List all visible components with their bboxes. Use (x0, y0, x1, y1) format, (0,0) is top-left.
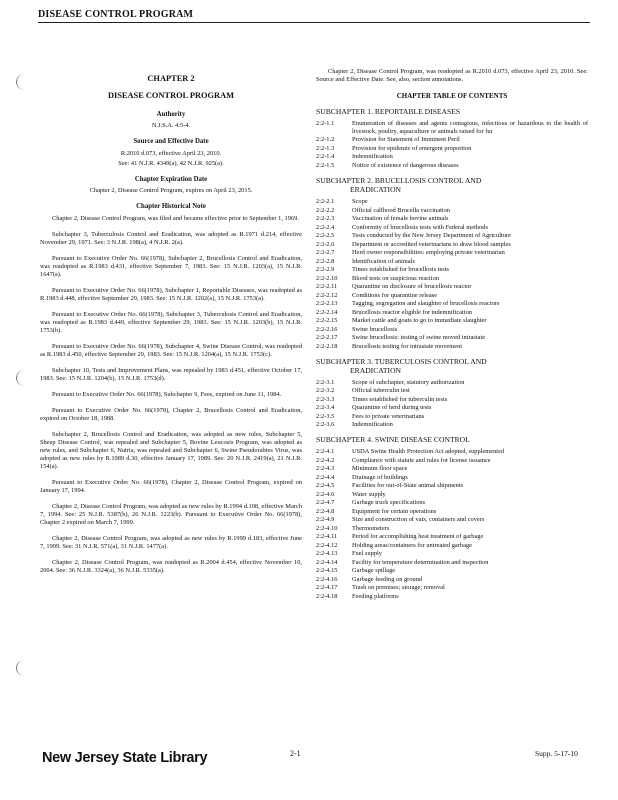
toc-entry (316, 421, 588, 429)
section-number: 2:2-2.6 (316, 240, 335, 248)
toc-entry (316, 309, 588, 317)
section-title: Quarantine of herd during tests (352, 404, 432, 412)
section-number: 2:2-4.11 (316, 533, 338, 541)
section-title: Drainage of buildings (352, 473, 408, 481)
subchapter-heading-line: SUBCHAPTER 1. REPORTABLE DISEASES (316, 106, 461, 116)
toc-entry (316, 584, 588, 592)
toc-entry (316, 387, 588, 395)
section-title: Facility for temperature determination and inspection (352, 558, 489, 566)
section-title: Provision for epidemic of emergent proportion (352, 144, 472, 152)
subchapter-heading-line: SUBCHAPTER 4. SWINE DISEASE CONTROL (316, 435, 470, 445)
chapter-title: DISEASE CONTROL PROGRAM (107, 90, 235, 100)
toc-entry (316, 120, 588, 136)
authority-heading: Authority (156, 111, 186, 118)
section-title: Brucellosis reactor eligible for indemnification (352, 308, 472, 316)
toc-entry (316, 275, 588, 283)
subchapter-heading-line: SUBCHAPTER 2. BRUCELLOSIS CONTROL AND (316, 175, 482, 185)
toc-entry (316, 258, 588, 266)
toc-entry (316, 334, 588, 342)
history-paragraph: Pursuant to Executive Order No. 66(1978), Subchapter 9, Fees, expired on June 11, 1984. (52, 390, 282, 398)
section-title: USDA Swine Health Protection Act adopted, supplemented (352, 448, 505, 456)
chapter-number: CHAPTER 2 (147, 74, 195, 83)
section-title: Indemnification (352, 421, 393, 429)
section-number: 2:2-4.6 (316, 490, 335, 498)
punch-hole-mark (16, 370, 33, 386)
toc-entry (316, 508, 588, 516)
toc-entry (316, 145, 588, 153)
section-number: 2:2-3.3 (316, 395, 335, 403)
section-number: 2:2-3.5 (316, 412, 335, 420)
left-column (40, 68, 302, 583)
toc-entry (316, 266, 588, 274)
page-number: 2-1 (290, 749, 301, 758)
toc-entry (316, 153, 588, 161)
history-paragraph: Pursuant to Executive Order No. 66(1978), Subchapter 1, Reportable Diseases, was readopted as R.1983 d.448, effective September 29, 1983. See: 15 N.J.R. 1202(a), 15 N.J.R. 1753(a). (40, 286, 302, 302)
toc-entry (316, 593, 588, 601)
toc-entry (316, 283, 588, 291)
section-number: 2:2-2.5 (316, 232, 335, 240)
section-title: Garbage truck specifications (352, 499, 426, 507)
section-number: 2:2-2.16 (316, 325, 338, 333)
section-title: Swine brucellosis: testing of swine moved intrastate (352, 334, 486, 342)
section-number: 2:2-1.2 (316, 136, 335, 144)
toc-entry (316, 491, 588, 499)
toc-entry (316, 525, 588, 533)
section-number: 2:2-3.6 (316, 421, 335, 429)
section-title: Provision for Statement of Imminent Peril (352, 136, 460, 144)
section-number: 2:2-4.4 (316, 473, 335, 481)
section-title: Enumeration of diseases and agents contagious, infectious or hazardous to the health of livestock, poultry, aquaculture or animals raised for fur (352, 119, 588, 135)
section-title: Equipment for certain operations (352, 507, 437, 515)
toc-entry (316, 326, 588, 334)
subchapter-heading-line: SUBCHAPTER 3. TUBERCULOSIS CONTROL AND (316, 356, 487, 366)
section-number: 2:2-4.10 (316, 524, 338, 532)
toc-entry (316, 474, 588, 482)
toc-entry (316, 533, 588, 541)
toc-entry (316, 413, 588, 421)
section-title: Herd owner responsibilities: employing private veterinarian (352, 249, 505, 257)
section-number: 2:2-2.10 (316, 274, 338, 282)
readoption-note: Chapter 2, Disease Control Program, was readopted as R.2010 d.073, effective April 23, 2010. See: Source and Effective Date. See, also, section annotations. (316, 68, 588, 83)
section-title: Size and construction of vats, containers and covers (352, 516, 485, 524)
table-of-contents (316, 107, 588, 601)
section-number: 2:2-4.15 (316, 567, 338, 575)
history-paragraph: Pursuant to Executive Order No. 66(1978), Subchapter 3, Tuberculosis Control and Eradication, was readopted as R.1983 d.449, effective September 29, 1983. See: 15 N.J.R. 1203(b), 15 N.J.R. 1753(b). (40, 310, 302, 334)
section-number: 2:2-2.4 (316, 223, 335, 231)
section-number: 2:2-2.15 (316, 317, 338, 325)
section-number: 2:2-2.12 (316, 291, 338, 299)
section-title: Holding areas/containers for untreated garbage (352, 541, 472, 549)
toc-entry (316, 559, 588, 567)
section-number: 2:2-4.17 (316, 584, 338, 592)
history-heading: Chapter Historical Note (136, 203, 206, 211)
history-paragraph: Chapter 2, Disease Control Program, was readopted as R.2004 d.454, effective November 10, 2004. See: 36 N.J.R. 3324(a), 36 N.J.R. 5335(a). (40, 558, 302, 574)
toc-entry (316, 292, 588, 300)
section-title: Market cattle and goats to go to immediate slaughter (352, 317, 487, 325)
history-paragraph: Pursuant to Executive Order No. 66(1978), Subchapter 2, Brucellosis Control and Eradication, was readopted as R.1983 d.431, effective September 7, 1983. See: 15 N.J.R. 1203(a), 15 N.J.R. 1647(a). (40, 254, 302, 278)
section-title: Brucellosis testing for intrastate movement (352, 342, 463, 350)
section-number: 2:2-3.2 (316, 387, 335, 395)
section-number: 2:2-4.13 (316, 550, 338, 558)
section-number: 2:2-1.5 (316, 161, 335, 169)
section-title: Minimum floor space (352, 465, 408, 473)
subchapter-heading (316, 357, 588, 375)
section-title: Conditions for quarantine release (352, 291, 438, 299)
toc-entry (316, 224, 588, 232)
section-title: Fuel supply (352, 550, 383, 558)
subchapter-heading (316, 176, 588, 194)
section-number: 2:2-4.7 (316, 499, 335, 507)
subchapter-heading (316, 107, 588, 116)
section-title: Water supply (352, 490, 386, 498)
history-paragraph: Subchapter 2, Brucellosis Control and Eradication, was adopted as new rules, Subchapter 5, Sheep Disease Control, was repealed and Subchapter 5, Bovine Leucosis Program, was adopted as new rules, and Subchapter 6, Nutria, was repealed and Subchapter 6, Swine Pseudorabies Virus, was adopted as new rules by R.1989 d.30, effective January 17, 1989. See: 20 N.J.R. 2419(a), 21 N.J.R. 154(a). (40, 430, 302, 470)
section-number: 2:2-4.16 (316, 575, 338, 583)
section-number: 2:2-2.3 (316, 215, 335, 223)
toc-entry (316, 396, 588, 404)
toc-entry (316, 136, 588, 144)
section-number: 2:2-4.3 (316, 465, 335, 473)
section-title: Period for accomplishing heat treatment of garbage (352, 533, 484, 541)
section-title: Trash on premises; storage; removal (352, 584, 445, 592)
section-number: 2:2-2.2 (316, 206, 335, 214)
toc-entry (316, 249, 588, 257)
section-title: Tagging, segregation and slaughter of brucellosis reactors (352, 300, 500, 308)
section-title: Blood tests on suspicious reaction (352, 274, 439, 282)
expiration-text: Chapter 2, Disease Control Program, expires on April 23, 2015. (89, 187, 253, 195)
toc-entry (316, 542, 588, 550)
toc-entry (316, 516, 588, 524)
section-number: 2:2-3.4 (316, 404, 335, 412)
toc-heading: CHAPTER TABLE OF CONTENTS (396, 92, 508, 100)
section-number: 2:2-1.1 (316, 119, 335, 127)
section-title: Conformity of brucellosis tests with Federal methods (352, 223, 488, 231)
punch-hole-mark (16, 660, 33, 676)
right-column (316, 68, 588, 601)
toc-entry (316, 404, 588, 412)
toc-entry (316, 457, 588, 465)
section-title: Official calfhood Brucella vaccination (352, 206, 451, 214)
section-number: 2:2-4.5 (316, 482, 335, 490)
history-paragraph: Chapter 2, Disease Control Program, was adopted as new rules by R.1994 d.108, effective March 7, 1994. See: 25 N.J.R. 5387(b), 26 N.J.R. 1223(b). Pursuant to Executive Order No. 66(1978), Chapter 2 expired on March 7, 1999. (40, 502, 302, 526)
section-title: Garbage spillage (352, 567, 396, 575)
history-paragraph: Pursuant to Executive Order No. 66(1978), Chapter 2, Brucellosis Control and Eradication, expired on October 18, 1988. (40, 406, 302, 422)
subchapter-heading (316, 435, 588, 444)
section-title: Times established for brucellosis tests (352, 266, 450, 274)
section-title: Thermometers (352, 524, 390, 532)
section-number: 2:2-4.9 (316, 516, 335, 524)
section-title: Scope of subchapter, statutory authorization (352, 378, 465, 386)
toc-entry (316, 317, 588, 325)
history-paragraph: Pursuant to Executive Order No. 66(1978), Subchapter 4, Swine Disease Control, was readopted as R.1983 d.450, effective September 29, 1983. See: 15 N.J.R. 1204(a), 15 N.J.R. 1753(c). (40, 342, 302, 358)
section-title: Department or accredited veterinarians to draw blood samples (352, 240, 511, 248)
section-title: Identification of animals (352, 257, 415, 265)
section-title: Notice of existence of dangerous diseases (352, 161, 459, 169)
toc-entry (316, 241, 588, 249)
section-title: Feeding platforms (352, 592, 399, 600)
section-title: Compliance with statute and rules for license issuance (352, 456, 491, 464)
section-number: 2:2-2.8 (316, 257, 335, 265)
section-title: Swine brucellosis (352, 325, 398, 333)
supplement-date: Supp. 5-17-10 (535, 749, 578, 758)
section-number: 2:2-4.1 (316, 448, 335, 456)
source-line: R.2010 d.073, effective April 23, 2010. (120, 149, 222, 157)
toc-entry (316, 379, 588, 387)
section-title: Official tuberculin test (352, 387, 410, 395)
toc-entry (316, 448, 588, 456)
section-title: Fees to private veterinarians (352, 412, 425, 420)
source-line: See: 41 N.J.R. 4349(a), 42 N.J.R. 925(a). (118, 159, 224, 167)
toc-entry (316, 576, 588, 584)
toc-entry (316, 343, 588, 351)
toc-entry (316, 482, 588, 490)
toc-entry (316, 198, 588, 206)
toc-entry (316, 567, 588, 575)
section-number: 2:2-4.18 (316, 592, 338, 600)
toc-entry (316, 499, 588, 507)
section-number: 2:2-2.11 (316, 283, 338, 291)
toc-entry (316, 207, 588, 215)
history-paragraph: Pursuant to Executive Order No. 66(1978), Chapter 2, Disease Control Program, expired on January 17, 1994. (40, 478, 302, 494)
section-number: 2:2-1.3 (316, 144, 335, 152)
history-notes (40, 215, 302, 575)
section-title: Scope (352, 198, 368, 206)
toc-entry (316, 162, 588, 170)
section-title: Times established for tuberculin tests (352, 395, 448, 403)
authority-text: N.J.S.A. 4:5-4. (151, 122, 191, 130)
section-title: Garbage feeding on ground (352, 575, 423, 583)
section-title: Vaccination of female bovine animals (352, 215, 449, 223)
section-number: 2:2-4.12 (316, 541, 338, 549)
source-heading: Source and Effective Date (133, 138, 209, 146)
toc-entry (316, 215, 588, 223)
toc-entry (316, 300, 588, 308)
history-paragraph: Subchapter 3, Tuberculosis Control and Eradication, was adopted as R.1971 d.214, effective November 29, 1971. See: 3 N.J.R. 198(a), 4 N.J.R. 2(a). (40, 230, 302, 246)
toc-entry (316, 232, 588, 240)
subchapter-heading-line: ERADICATION (350, 365, 402, 375)
section-number: 2:2-1.4 (316, 153, 335, 161)
section-number: 2:2-2.17 (316, 334, 338, 342)
section-title: Tests conducted by the New Jersey Department of Agriculture (352, 232, 511, 240)
section-number: 2:2-2.14 (316, 308, 338, 316)
section-number: 2:2-3.1 (316, 378, 335, 386)
toc-entry (316, 550, 588, 558)
section-number: 2:2-2.13 (316, 300, 338, 308)
history-paragraph: Subchapter 10, Tests and Improvement Plans, was repealed by 1983 d.451, effective October 17, 1983. See: 15 N.J.R. 1204(b), 15 N.J.R. 1753(d). (40, 366, 302, 382)
history-paragraph: Chapter 2, Disease Control Program, was filed and became effective prior to September 1, 1969. (52, 214, 299, 222)
subchapter-heading-line: ERADICATION (350, 184, 402, 194)
section-number: 2:2-2.9 (316, 266, 335, 274)
section-number: 2:2-4.14 (316, 558, 338, 566)
section-number: 2:2-4.2 (316, 456, 335, 464)
section-number: 2:2-2.18 (316, 342, 338, 350)
section-number: 2:2-2.1 (316, 198, 335, 206)
expiration-heading: Chapter Expiration Date (134, 175, 208, 183)
section-number: 2:2-4.8 (316, 507, 335, 515)
section-title: Indemnification (352, 153, 393, 161)
running-header: DISEASE CONTROL PROGRAM (38, 9, 590, 23)
library-stamp: New Jersey State Library (42, 750, 208, 766)
punch-hole-mark (16, 74, 33, 90)
toc-entry (316, 465, 588, 473)
history-paragraph: Chapter 2, Disease Control Program, was adopted as new rules by R.1999 d.183, effective June 7, 1999. See: 31 N.J.R. 571(a), 31 N.J.R. 1477(a). (40, 534, 302, 550)
section-title: Facilities for out-of-State animal shipments (352, 482, 464, 490)
section-title: Quarantine on disclosure of brucellosis reactor (352, 283, 472, 291)
section-number: 2:2-2.7 (316, 249, 335, 257)
